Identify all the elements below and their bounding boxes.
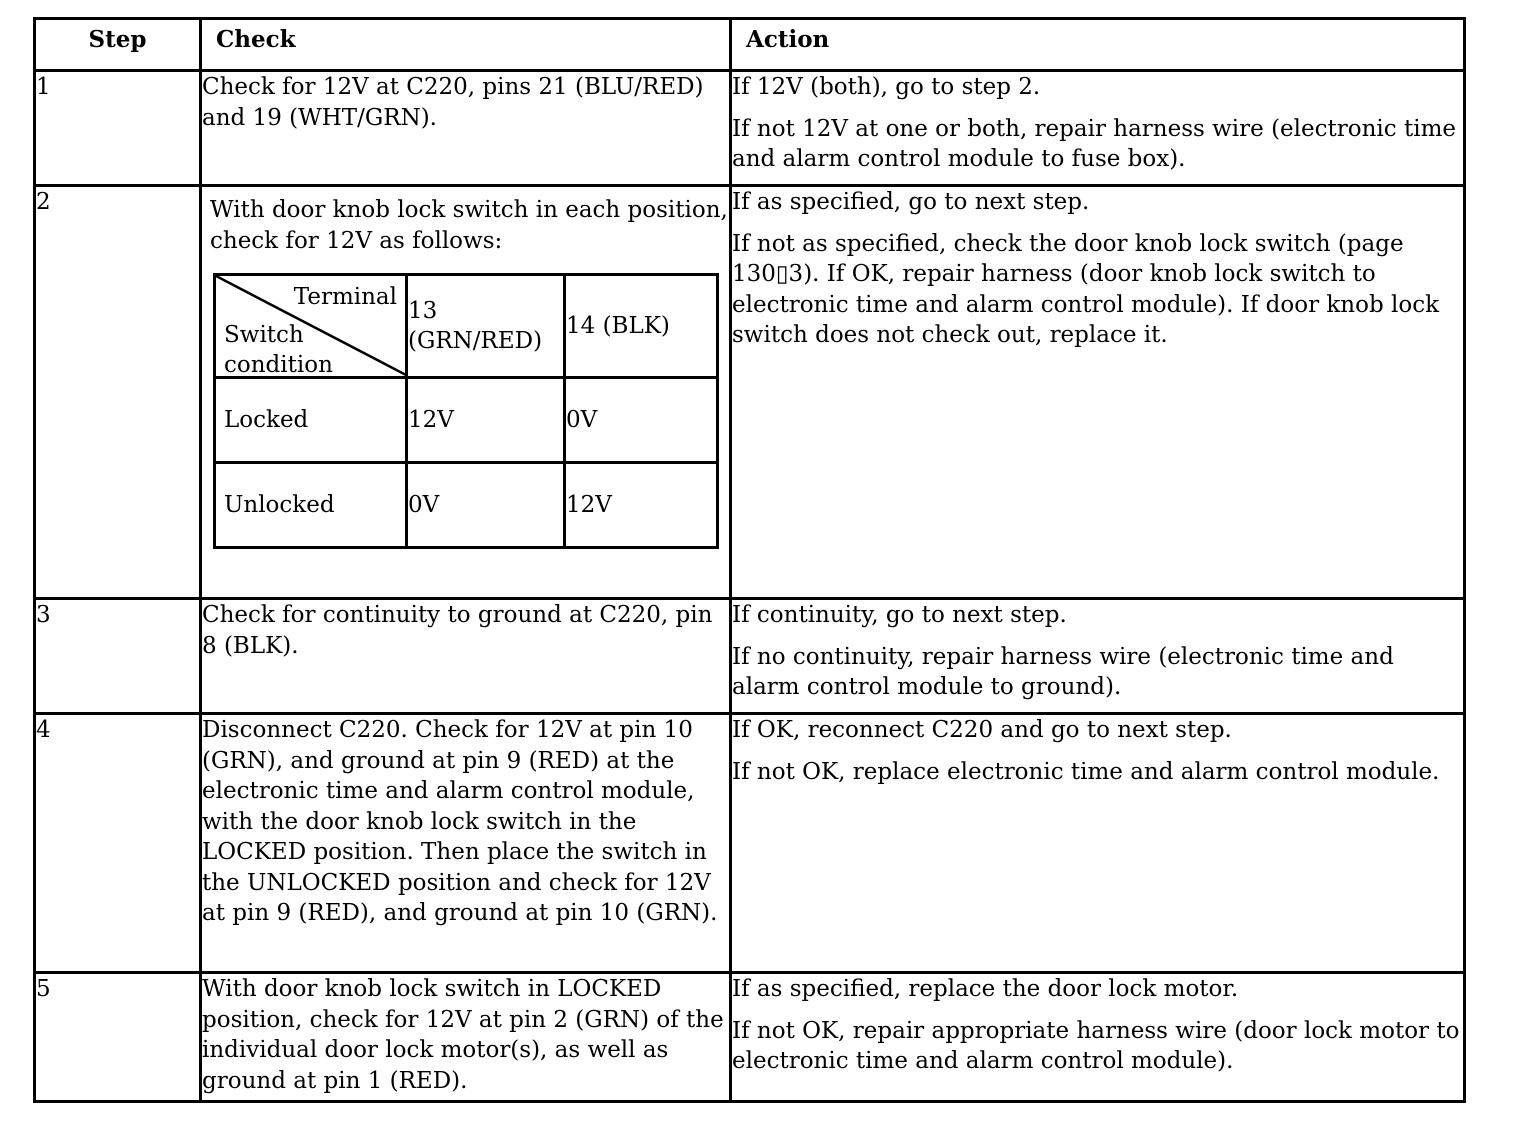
action-cell — [731, 599, 1465, 714]
switch-condition-label: Switch condition — [224, 322, 333, 378]
action-text: If OK, reconnect C220 and go to next step. — [732, 717, 1232, 743]
corner-cell — [215, 275, 407, 378]
header-action: Action — [731, 19, 1465, 71]
table-row — [35, 714, 1465, 973]
condition-row-unlocked — [215, 463, 718, 548]
table-header-row — [35, 19, 1465, 71]
action-text: If no continuity, repair harness wire (electronic time and alarm control module to ground). — [732, 643, 1394, 700]
step-number: 3 — [35, 599, 201, 714]
condition-label: Locked — [215, 378, 407, 463]
voltage-value: 12V — [407, 378, 565, 463]
action-text: If as specified, replace the door lock motor. — [732, 976, 1239, 1002]
header-check: Check — [201, 19, 731, 71]
step-number: 1 — [35, 71, 201, 186]
condition-row-locked — [215, 378, 718, 463]
terminal-header-row — [215, 275, 718, 378]
terminal-14-header: 14 (BLK) — [565, 275, 718, 378]
terminal-voltage-table — [213, 273, 719, 549]
check-cell — [201, 186, 731, 599]
check-text: Check for continuity to ground at C220, pin 8 (BLK). — [201, 599, 731, 714]
table-row — [35, 71, 1465, 186]
terminal-13-header: 13 (GRN/RED) — [407, 275, 565, 378]
voltage-value: 0V — [407, 463, 565, 548]
check-text: With door knob lock switch in each position, check for 12V as follows: — [210, 197, 728, 254]
action-cell — [731, 186, 1465, 599]
action-text: If not as specified, check the door knob lock switch (page 130▯3). If OK, repair harness (door knob lock switch to electronic time and alarm control module). If door knob lock switch does not check out, replace it. — [732, 230, 1440, 348]
table-row — [35, 599, 1465, 714]
troubleshooting-table — [33, 17, 1466, 1103]
condition-label: Unlocked — [215, 463, 407, 548]
step-number: 5 — [35, 973, 201, 1102]
action-cell — [731, 71, 1465, 186]
header-step: Step — [35, 19, 201, 71]
check-text: Disconnect C220. Check for 12V at pin 10 (GRN), and ground at pin 9 (RED) at the electronic time and alarm control module, with the door knob lock switch in the LOCKED position. Then place the switch in the UNLOCKED position and check for 12V at pin 9 (RED), and ground at pin 10 (GRN). — [201, 714, 731, 973]
step-number: 4 — [35, 714, 201, 973]
table-row — [35, 186, 1465, 599]
action-text: If not OK, replace electronic time and alarm control module. — [732, 758, 1440, 785]
check-text: Check for 12V at C220, pins 21 (BLU/RED) and 19 (WHT/GRN). — [201, 71, 731, 186]
table-row — [35, 973, 1465, 1102]
voltage-value: 12V — [565, 463, 718, 548]
action-text: If not 12V at one or both, repair harness wire (electronic time and alarm control module to fuse box). — [732, 115, 1456, 172]
action-text: If 12V (both), go to step 2. — [732, 74, 1041, 100]
voltage-value: 0V — [565, 378, 718, 463]
action-text: If continuity, go to next step. — [732, 602, 1067, 628]
check-text: With door knob lock switch in LOCKED position, check for 12V at pin 2 (GRN) of the individual door lock motor(s), as well as ground at pin 1 (RED). — [201, 973, 731, 1102]
action-text: If not OK, repair appropriate harness wire (door lock motor to electronic time and alarm control module). — [732, 1017, 1460, 1074]
terminal-label: Terminal — [293, 284, 397, 310]
action-cell — [731, 714, 1465, 973]
action-cell — [731, 973, 1465, 1102]
step-number: 2 — [35, 186, 201, 599]
action-text: If as specified, go to next step. — [732, 189, 1090, 215]
